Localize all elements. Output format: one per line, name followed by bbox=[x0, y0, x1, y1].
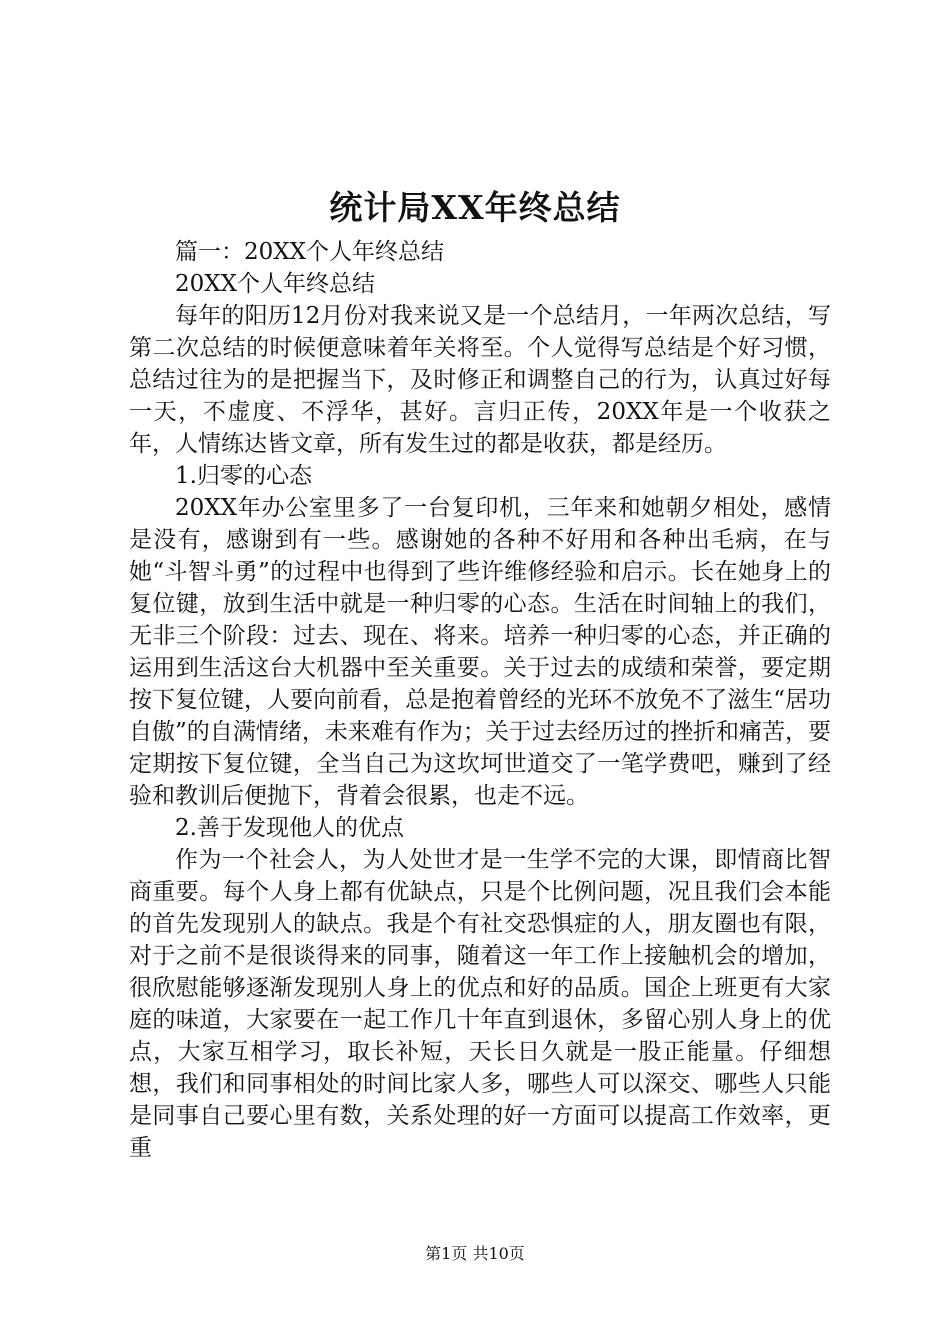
paragraph-section-2: 作为一个社会人，为人处世才是一生学不完的大课，即情商比智商重要。每个人身上都有优缺点，只是个比例问题，况且我们会本能的首先发现别人的缺点。我是个有社交恐惧症的人，朋友圈也有限，对于之前不是很谈得来的同事，随着这一年工作上接触机会的增加，很欣慰能够逐渐发现别人身上的优点和好的品质。国企上班更有大家庭的味道，大家要在一起工作几十年直到退休，多留心别人身上的优点，大家互相学习，取长补短，天长日久就是一股正能量。仔细想想，我们和同事相处的时间比家人多，哪些人可以深交、哪些人只能是同事自己要心里有数，关系处理的好一方面可以提高工作效率，更重 bbox=[129, 847, 831, 1161]
paragraph-subheading: 20XX个人年终总结 bbox=[175, 271, 376, 297]
page-footer: 第1页 共10页 bbox=[425, 1244, 525, 1263]
document-title: 统计局XX年终总结 bbox=[329, 188, 621, 227]
section-heading-2: 2.善于发现他人的优点 bbox=[175, 815, 404, 841]
paragraph-section-1: 20XX年办公室里多了一台复印机，三年来和她朝夕相处，感情是没有，感谢到有一些。感谢她的各种不好用和各种出毛病，在与她“斗智斗勇”的过程中也得到了些许维修经验和启示。长在她身上的复位键，放到生活中就是一种归零的心态。生活在时间轴上的我们，无非三个阶段：过去、现在、将来。培养一种归零的心态，并正确的运用到生活这台大机器中至关重要。关于过去的成绩和荣誉，要定期按下复位键，人要向前看，总是抱着曾经的光环不放免不了滋生“居功自傲”的自满情绪，未来难有作为；关于过去经历过的挫折和痛苦，要定期按下复位键，全当自己为这坎坷世道交了一笔学费吧，赚到了经验和教训后便抛下，背着会很累，也走不远。 bbox=[129, 495, 831, 809]
paragraph-heading-1: 篇一：20XX个人年终总结 bbox=[175, 239, 445, 265]
document-body bbox=[129, 236, 831, 1164]
section-heading-1: 1.归零的心态 bbox=[175, 463, 312, 489]
paragraph-intro: 每年的阳历12月份对我来说又是一个总结月，一年两次总结，写第二次总结的时候便意味着年关将至。个人觉得写总结是个好习惯，总结过往为的是把握当下，及时修正和调整自己的行为，认真过好每一天，不虚度、不浮华，甚好。言归正传，20XX年是一个收获之年，人情练达皆文章，所有发生过的都是收获，都是经历。 bbox=[129, 303, 831, 457]
